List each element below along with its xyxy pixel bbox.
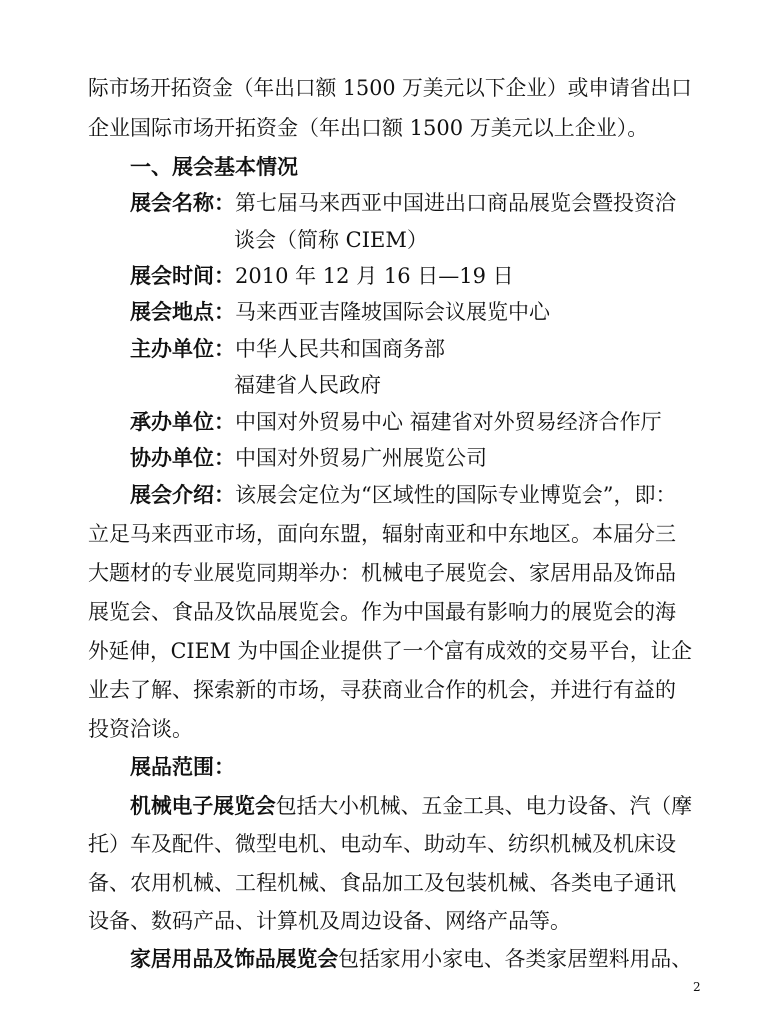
exhibition-place-label: 展会地点：: [130, 299, 235, 324]
mech-row: [130, 792, 692, 820]
exhibition-name-label: 展会名称：: [130, 190, 235, 215]
mech-line-4: 设备、数码产品、计算机及周边设备、网络产品等。: [88, 909, 571, 933]
introduction-line-4: 展览会、食品及饮品展览会。作为中国最有影响力的展览会的海: [88, 600, 676, 624]
exhibition-place-value: 马来西亚吉隆坡国际会议展览中心: [235, 300, 550, 324]
co-organizer-row: [130, 444, 487, 472]
introduction-line-6: 业去了解、探索新的市场，寻获商业合作的机会，并进行有益的: [88, 678, 676, 702]
section-heading: 一、展会基本情况: [130, 154, 298, 179]
page-number: 2: [693, 980, 701, 994]
exhibition-time-value: 2010 年 12 月 16 日—19 日: [235, 264, 514, 288]
home-label: 家居用品及饰品展览会: [130, 946, 339, 971]
introduction-line-5: 外延伸，CIEM 为中国企业提供了一个富有成效的交易平台，让企: [88, 639, 692, 663]
introduction-label: 展会介绍：: [130, 482, 235, 507]
exhibition-name-value-cont: 谈会（简称 CIEM）: [234, 228, 428, 252]
scope-heading: 展品范围：: [130, 754, 235, 779]
host-value: 中华人民共和国商务部: [235, 337, 445, 361]
introduction-text: 该展会定位为“区域性的国际专业博览会”，即：: [235, 483, 677, 507]
mech-line-2: 托）车及配件、微型电机、电动车、助动车、纺织机械及机床设: [88, 832, 676, 856]
co-organizer-label: 协办单位：: [130, 445, 235, 470]
intro-line-2: 企业国际市场开拓资金（年出口额 1500 万美元以上企业）。: [88, 116, 649, 140]
exhibition-name-value: 第七届马来西亚中国进出口商品展览会暨投资洽: [235, 191, 676, 215]
co-organizer-value: 中国对外贸易广州展览公司: [235, 446, 487, 470]
exhibition-time-label: 展会时间：: [130, 263, 235, 288]
mech-line-3: 备、农用机械、工程机械、食品加工及包装机械、各类电子通讯: [88, 871, 676, 895]
home-text: 包括家用小家电、各类家居塑料用品、: [338, 947, 693, 971]
organizer-row: [130, 408, 662, 436]
host-row: [130, 335, 445, 363]
introduction-line-7: 投资洽谈。: [88, 717, 193, 741]
mech-label: 机械电子展览会: [130, 793, 276, 818]
organizer-value: 中国对外贸易中心 福建省对外贸易经济合作厅: [235, 410, 662, 434]
mech-text: 包括大小机械、五金工具、电力设备、汽（摩: [275, 794, 693, 818]
introduction-line-2: 立足马来西亚市场，面向东盟，辐射南亚和中东地区。本届分三: [88, 522, 676, 546]
introduction-line-3: 大题材的专业展览同期举办：机械电子展览会、家居用品及饰品: [88, 561, 676, 585]
exhibition-time-row: [130, 262, 514, 290]
organizer-label: 承办单位：: [130, 409, 235, 434]
home-row: [130, 945, 692, 973]
host-label: 主办单位：: [130, 336, 235, 361]
introduction-row: [130, 481, 676, 509]
host-value-cont: 福建省人民政府: [234, 373, 381, 397]
intro-line-1: 际市场开拓资金（年出口额 1500 万美元以下企业）或申请省出口: [88, 76, 692, 100]
exhibition-place-row: [130, 298, 550, 326]
exhibition-name-row: [130, 189, 676, 217]
